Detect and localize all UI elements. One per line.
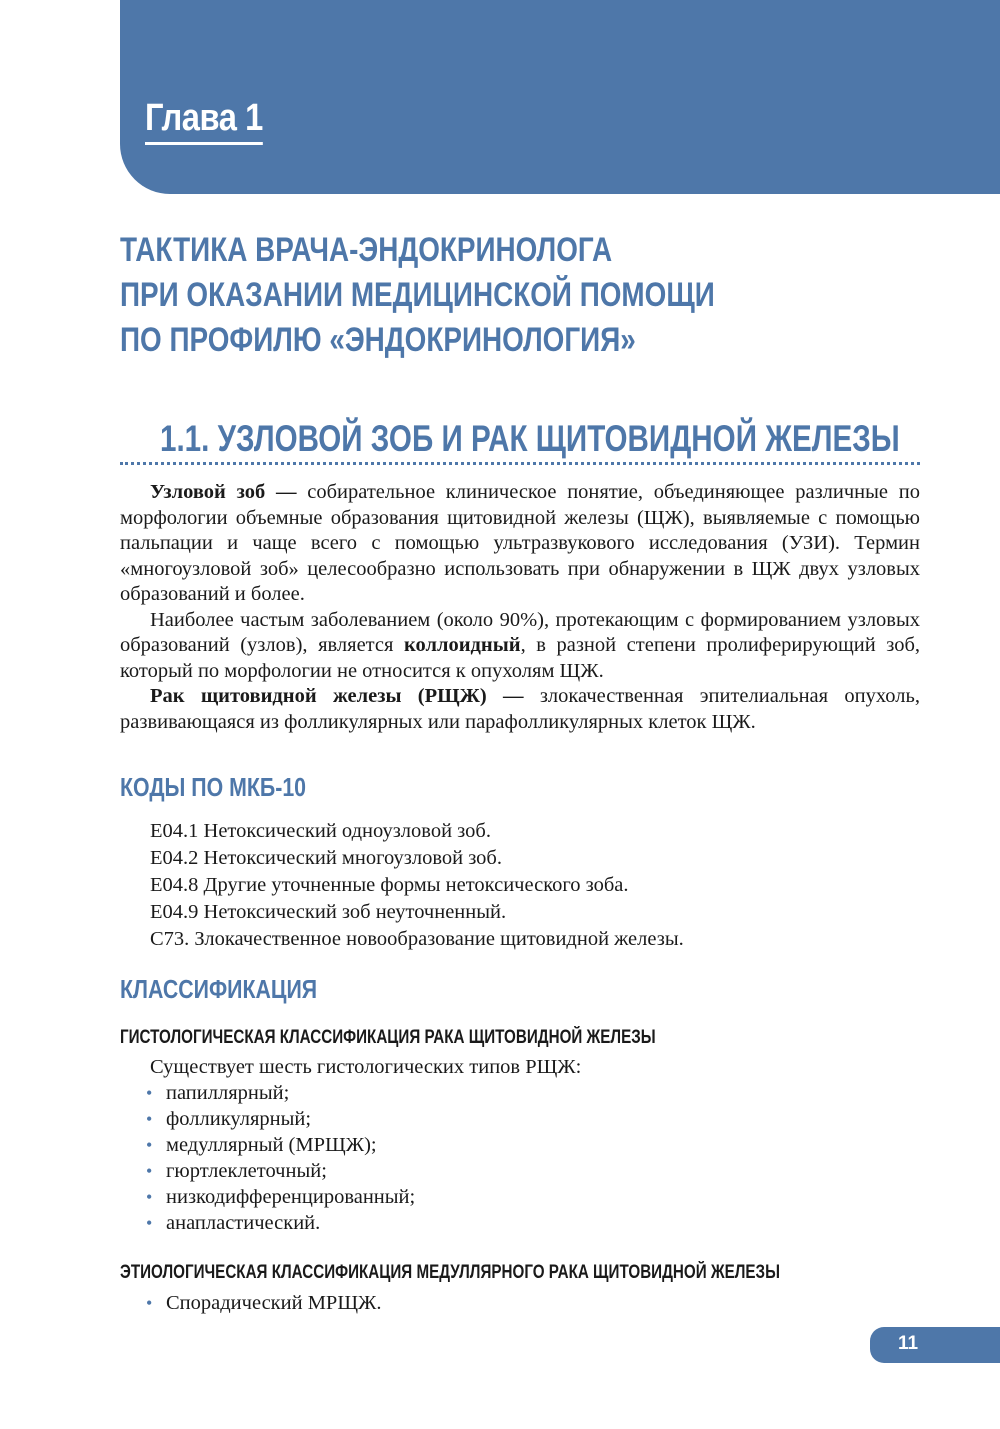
histological-intro: Существует шесть гистологических типов РЩЖ:	[150, 1056, 582, 1078]
icd-heading: КОДЫ ПО МКБ-10	[120, 772, 307, 802]
icd-code-item: E04.1 Нетоксический одноузловой зоб.	[150, 820, 491, 842]
list-item	[140, 1290, 382, 1316]
histological-type-list	[140, 1080, 415, 1236]
section-body	[120, 480, 920, 735]
list-item-text: гюртлеклеточный;	[166, 1160, 327, 1182]
list-item	[140, 1184, 415, 1210]
bullet: •	[146, 1109, 153, 1129]
term-thyroid-cancer: Рак щитовидной железы (РЩЖ) —	[150, 685, 524, 707]
paragraph-nodular-goiter	[120, 480, 920, 608]
page-number: 11	[897, 1333, 919, 1354]
list-item	[140, 1132, 415, 1158]
bullet: •	[146, 1293, 153, 1313]
icd-code-item: E04.2 Нетоксический многоузловой зоб.	[150, 847, 502, 869]
paragraph-text: злокачественная эпителиальная опухоль, развивающаяся из фолликулярных или парафолликулярных клеток ЩЖ.	[120, 685, 920, 733]
chapter-label: Глава 1	[145, 98, 263, 145]
section-title: 1.1. УЗЛОВОЙ ЗОБ И РАК ЩИТОВИДНОЙ ЖЕЛЕЗЫ	[160, 418, 900, 459]
list-item	[140, 1158, 415, 1184]
icd-code-list	[150, 818, 684, 953]
term-colloid: коллоидный	[403, 634, 521, 656]
paragraph-colloid	[120, 608, 920, 685]
bullet: •	[146, 1161, 153, 1181]
list-item-text: Спорадический МРЩЖ.	[166, 1292, 382, 1314]
icd-code-item: E04.8 Другие уточненные формы нетоксического зоба.	[150, 874, 629, 896]
list-item-text: низкодифференцированный;	[166, 1186, 416, 1208]
list-item	[140, 1210, 415, 1236]
list-item-text: анапластический.	[166, 1212, 321, 1234]
list-item-text: медуллярный (МРЩЖ);	[166, 1134, 377, 1156]
dotted-divider	[120, 462, 920, 465]
paragraph-text: , в разной степени пролиферирующий зоб, который по морфологии не относится к опухолям ЩЖ.	[120, 634, 921, 682]
list-item-text: фолликулярный;	[166, 1108, 312, 1130]
bullet: •	[146, 1083, 153, 1103]
chapter-title-line: ПРИ ОКАЗАНИИ МЕДИЦИНСКОЙ ПОМОЩИ	[120, 276, 715, 314]
paragraph-text: собирательное клиническое понятие, объединяющее различные по морфологии объемные образования щитовидной железы (ЩЖ), выявляемые с помощью пальпации и чаще всего с помощью ультразвукового исследования (УЗИ). Термин «многоузловой зоб» целесообразно использовать при обнаружении в ЩЖ двух узловых образований и более.	[120, 481, 921, 605]
bullet: •	[146, 1187, 153, 1207]
list-item	[140, 1106, 415, 1132]
etiological-heading: ЭТИОЛОГИЧЕСКАЯ КЛАССИФИКАЦИЯ МЕДУЛЛЯРНОГО РАКА ЩИТОВИДНОЙ ЖЕЛЕЗЫ	[120, 1262, 780, 1283]
list-item-text: папиллярный;	[166, 1082, 290, 1104]
icd-code-item: C73. Злокачественное новообразование щитовидной железы.	[150, 928, 684, 950]
histological-heading: ГИСТОЛОГИЧЕСКАЯ КЛАССИФИКАЦИЯ РАКА ЩИТОВИДНОЙ ЖЕЛЕЗЫ	[120, 1027, 656, 1048]
bullet: •	[146, 1213, 153, 1233]
term-nodular-goiter: Узловой зоб —	[150, 481, 297, 503]
classification-heading: КЛАССИФИКАЦИЯ	[120, 974, 318, 1004]
chapter-title-line: ТАКТИКА ВРАЧА-ЭНДОКРИНОЛОГА	[120, 231, 613, 269]
paragraph-thyroid-cancer	[120, 684, 920, 735]
page-number-tab	[870, 1327, 1000, 1363]
chapter-title	[120, 228, 743, 363]
paragraph-text: Наиболее частым заболеванием (около 90%), протекающим с формированием узловых образований (узлов), является	[120, 608, 920, 656]
chapter-title-line: ПО ПРОФИЛЮ «ЭНДОКРИНОЛОГИЯ»	[120, 321, 636, 359]
icd-code-item: E04.9 Нетоксический зоб неуточненный.	[150, 901, 507, 923]
bullet: •	[146, 1135, 153, 1155]
list-item	[140, 1080, 415, 1106]
etiological-type-list	[140, 1290, 382, 1316]
